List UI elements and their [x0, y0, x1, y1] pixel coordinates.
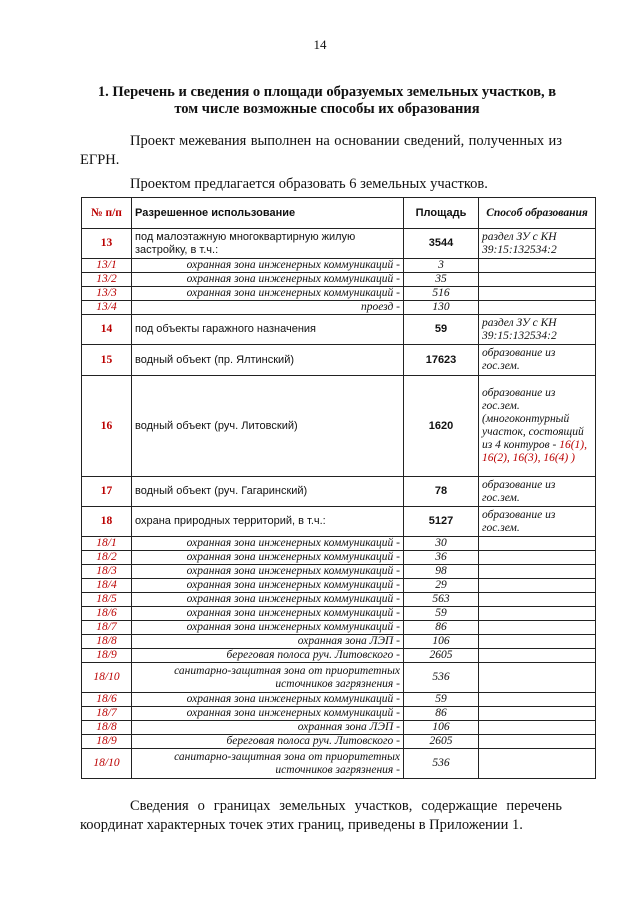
cell-number: 18/6 — [82, 607, 132, 621]
cell-number: 18/6 — [82, 693, 132, 707]
table-row — [82, 537, 596, 551]
cell-area: 59 — [404, 693, 479, 707]
cell-area: 2605 — [404, 735, 479, 749]
cell-number: 18/7 — [82, 707, 132, 721]
cell-area: 86 — [404, 707, 479, 721]
cell-area: 106 — [404, 721, 479, 735]
table-row — [82, 565, 596, 579]
cell-formation-method — [479, 259, 596, 273]
cell-number: 18/5 — [82, 593, 132, 607]
cell-number: 16 — [82, 376, 132, 477]
table-row — [82, 579, 596, 593]
cell-number: 13 — [82, 229, 132, 259]
cell-permitted-use: охранная зона инженерных коммуникаций - — [132, 287, 404, 301]
cell-area: 5127 — [404, 507, 479, 537]
cell-permitted-use: под малоэтажную многоквартирную жилую застройку, в т.ч.: — [132, 229, 404, 259]
cell-formation-method — [479, 621, 596, 635]
cell-formation-method — [479, 749, 596, 779]
table-row — [82, 259, 596, 273]
cell-number: 15 — [82, 345, 132, 376]
header-permitted-use: Разрешенное использование — [132, 198, 404, 229]
cell-area: 536 — [404, 749, 479, 779]
cell-permitted-use: под объекты гаражного назначения — [132, 315, 404, 345]
cell-area: 563 — [404, 593, 479, 607]
cell-formation-method — [479, 607, 596, 621]
cell-number: 18/9 — [82, 649, 132, 663]
cell-number: 18/3 — [82, 565, 132, 579]
cell-formation-method — [479, 593, 596, 607]
cell-area: 98 — [404, 565, 479, 579]
cell-permitted-use: охранная зона инженерных коммуникаций - — [132, 551, 404, 565]
cell-permitted-use: береговая полоса руч. Литовского - — [132, 735, 404, 749]
table-body — [82, 229, 596, 779]
cell-number: 18 — [82, 507, 132, 537]
cell-number: 18/8 — [82, 721, 132, 735]
cell-permitted-use: охранная зона инженерных коммуникаций - — [132, 593, 404, 607]
cell-permitted-use: охранная зона инженерных коммуникаций - — [132, 693, 404, 707]
paragraph-boundaries: Сведения о границах земельных участков, содержащие перечень координат характерных точек этих границ, приведены в Приложении 1. — [80, 798, 562, 833]
cell-number: 18/8 — [82, 635, 132, 649]
table-row — [82, 621, 596, 635]
cell-area: 106 — [404, 635, 479, 649]
table-row — [82, 477, 596, 507]
cell-number: 14 — [82, 315, 132, 345]
cell-permitted-use: охрана природных территорий, в т.ч.: — [132, 507, 404, 537]
cell-number: 17 — [82, 477, 132, 507]
cell-permitted-use: охранная зона инженерных коммуникаций - — [132, 621, 404, 635]
cell-permitted-use: санитарно-защитная зона от приоритетных источников загрязнения - — [132, 663, 404, 693]
cell-area: 516 — [404, 287, 479, 301]
cell-area: 536 — [404, 663, 479, 693]
header-area: Площадь — [404, 198, 479, 229]
table-row — [82, 593, 596, 607]
table-row — [82, 315, 596, 345]
header-number: № п/п — [82, 198, 132, 229]
method-text: образование из гос.зем. (многоконтурный участок, состоящий из 4 контуров - — [482, 387, 584, 451]
cell-permitted-use: охранная зона инженерных коммуникаций - — [132, 607, 404, 621]
table-row — [82, 273, 596, 287]
cell-area: 86 — [404, 621, 479, 635]
table-row — [82, 707, 596, 721]
table-row — [82, 649, 596, 663]
table-row — [82, 507, 596, 537]
cell-formation-method — [479, 635, 596, 649]
cell-number: 13/1 — [82, 259, 132, 273]
paragraph-basis: Проект межевания выполнен на основании сведений, полученных из ЕГРН. — [80, 133, 562, 168]
cell-permitted-use: охранная зона ЛЭП - — [132, 635, 404, 649]
cell-formation-method: образование из гос.зем. — [479, 345, 596, 376]
cell-area: 130 — [404, 301, 479, 315]
table-row — [82, 345, 596, 376]
table-row — [82, 635, 596, 649]
cell-area: 1620 — [404, 376, 479, 477]
table-row — [82, 735, 596, 749]
cell-formation-method — [479, 537, 596, 551]
cell-formation-method — [479, 376, 596, 477]
table-row — [82, 749, 596, 779]
cell-permitted-use: охранная зона инженерных коммуникаций - — [132, 537, 404, 551]
cell-number: 18/1 — [82, 537, 132, 551]
cell-area: 78 — [404, 477, 479, 507]
cell-area: 36 — [404, 551, 479, 565]
cell-area: 30 — [404, 537, 479, 551]
paragraph-proposal: Проектом предлагается образовать 6 земельных участков. — [130, 176, 488, 192]
cell-formation-method — [479, 551, 596, 565]
cell-formation-method — [479, 735, 596, 749]
cell-number: 13/4 — [82, 301, 132, 315]
table-row — [82, 721, 596, 735]
table-row — [82, 376, 596, 477]
cell-formation-method — [479, 565, 596, 579]
cell-number: 13/3 — [82, 287, 132, 301]
cell-permitted-use: водный объект (пр. Ялтинский) — [132, 345, 404, 376]
cell-area: 29 — [404, 579, 479, 593]
cell-formation-method — [479, 579, 596, 593]
cell-area: 35 — [404, 273, 479, 287]
cell-number: 18/10 — [82, 749, 132, 779]
cell-permitted-use: береговая полоса руч. Литовского - — [132, 649, 404, 663]
cell-area: 59 — [404, 315, 479, 345]
cell-formation-method — [479, 301, 596, 315]
cell-permitted-use: санитарно-защитная зона от приоритетных источников загрязнения - — [132, 749, 404, 779]
cell-formation-method: образование из гос.зем. — [479, 507, 596, 537]
table-row — [82, 693, 596, 707]
table-row — [82, 287, 596, 301]
cell-number: 13/2 — [82, 273, 132, 287]
cell-permitted-use: водный объект (руч. Литовский) — [132, 376, 404, 477]
cell-number: 18/4 — [82, 579, 132, 593]
cell-permitted-use: охранная зона инженерных коммуникаций - — [132, 565, 404, 579]
cell-permitted-use: охранная зона инженерных коммуникаций - — [132, 707, 404, 721]
cell-formation-method — [479, 693, 596, 707]
cell-formation-method — [479, 663, 596, 693]
cell-permitted-use: охранная зона инженерных коммуникаций - — [132, 273, 404, 287]
contour-list: 16(1), 16(2), 16(3), 16(4) ) — [482, 439, 587, 464]
cell-number: 18/9 — [82, 735, 132, 749]
cell-number: 18/10 — [82, 663, 132, 693]
cell-permitted-use: охранная зона инженерных коммуникаций - — [132, 259, 404, 273]
cell-permitted-use: охранная зона ЛЭП - — [132, 721, 404, 735]
cell-area: 3 — [404, 259, 479, 273]
cell-area: 59 — [404, 607, 479, 621]
cell-formation-method — [479, 707, 596, 721]
header-formation-method: Способ образования — [479, 198, 596, 229]
cell-formation-method — [479, 287, 596, 301]
cell-formation-method — [479, 721, 596, 735]
table-row — [82, 301, 596, 315]
cell-area: 17623 — [404, 345, 479, 376]
cell-permitted-use: охранная зона инженерных коммуникаций - — [132, 579, 404, 593]
cell-formation-method: раздел ЗУ с КН 39:15:132534:2 — [479, 315, 596, 345]
table-row — [82, 229, 596, 259]
land-plots-table — [81, 197, 596, 779]
page-number: 14 — [313, 37, 327, 52]
cell-permitted-use: проезд - — [132, 301, 404, 315]
cell-formation-method — [479, 273, 596, 287]
table-row — [82, 663, 596, 693]
cell-formation-method: раздел ЗУ с КН 39:15:132534:2 — [479, 229, 596, 259]
section-title: 1. Перечень и сведения о площади образуемых земельных участков, в том числе возможные способы их образования — [97, 84, 557, 117]
cell-formation-method: образование из гос.зем. — [479, 477, 596, 507]
cell-area: 3544 — [404, 229, 479, 259]
table-header-row — [82, 198, 596, 229]
cell-area: 2605 — [404, 649, 479, 663]
cell-formation-method — [479, 649, 596, 663]
cell-number: 18/2 — [82, 551, 132, 565]
cell-permitted-use: водный объект (руч. Гагаринский) — [132, 477, 404, 507]
table-row — [82, 607, 596, 621]
table-row — [82, 551, 596, 565]
cell-number: 18/7 — [82, 621, 132, 635]
